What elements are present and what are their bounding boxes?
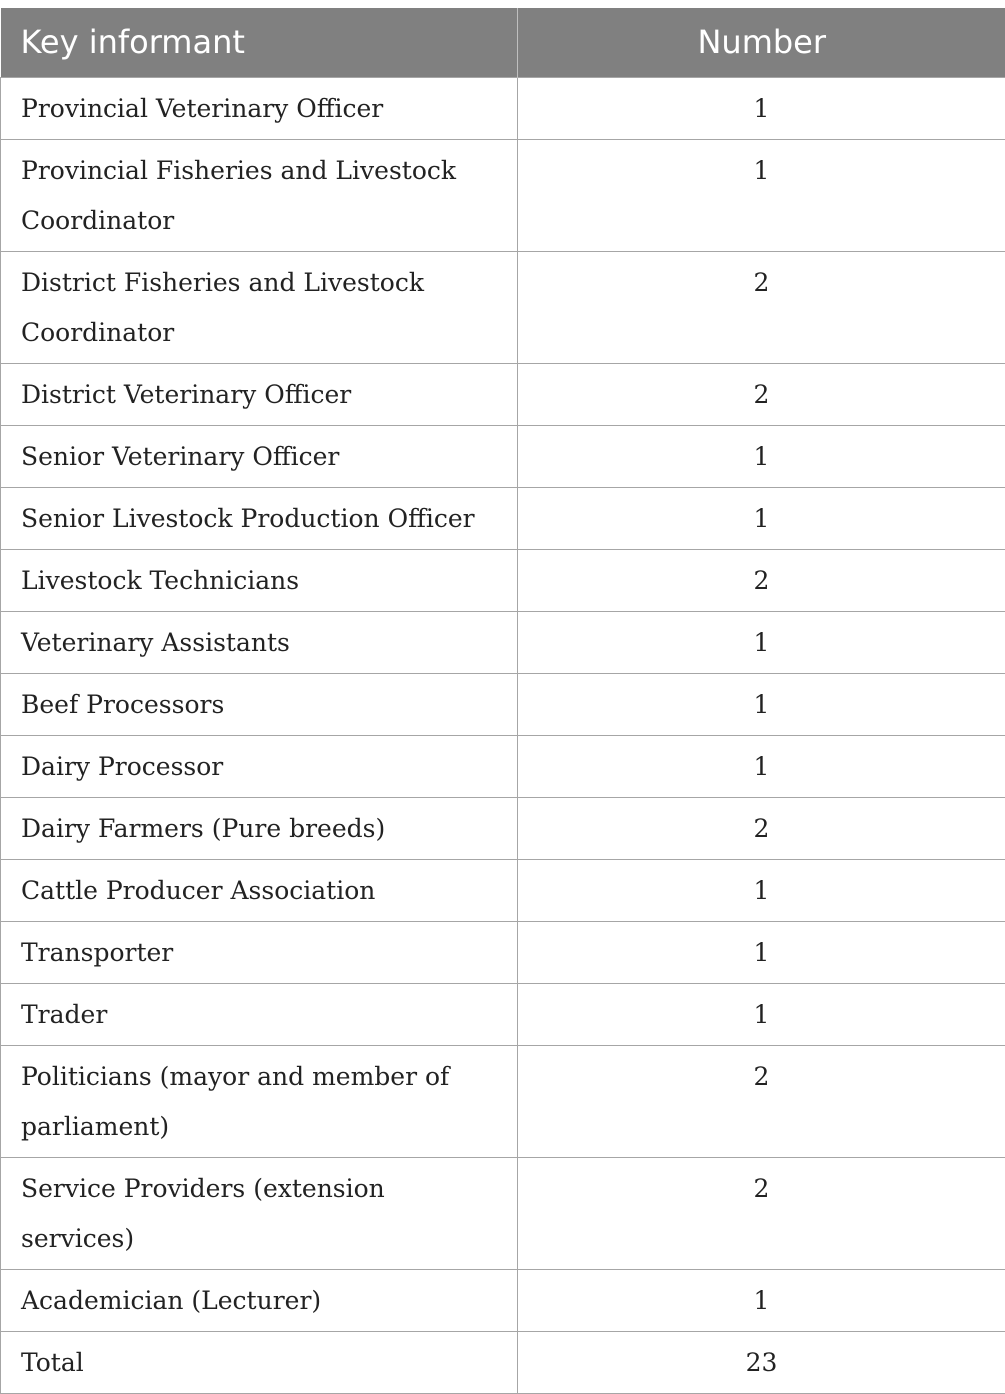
table-row (1, 487, 1005, 549)
table-row (1, 735, 1005, 797)
informant-cell: Politicians (mayor and member of parliament) (1, 1045, 518, 1157)
informant-cell: Livestock Technicians (1, 549, 518, 611)
header-key-informant: Key informant (1, 8, 518, 77)
table-row (1, 859, 1005, 921)
informant-cell: Veterinary Assistants (1, 611, 518, 673)
informant-cell: Provincial Fisheries and Livestock Coordinator (1, 139, 518, 251)
key-informant-table (0, 8, 1005, 1394)
informant-cell: Trader (1, 983, 518, 1045)
informant-cell: Provincial Veterinary Officer (1, 77, 518, 139)
number-cell: 1 (518, 673, 1005, 735)
informant-cell: Dairy Processor (1, 735, 518, 797)
informant-cell: District Fisheries and Livestock Coordinator (1, 251, 518, 363)
informant-cell: Senior Veterinary Officer (1, 425, 518, 487)
number-cell: 1 (518, 139, 1005, 251)
informant-cell: Transporter (1, 921, 518, 983)
informant-cell: Service Providers (extension services) (1, 1157, 518, 1269)
informant-cell: Academician (Lecturer) (1, 1269, 518, 1331)
table-row (1, 425, 1005, 487)
number-cell: 2 (518, 1045, 1005, 1157)
number-cell: 1 (518, 921, 1005, 983)
table-row (1, 921, 1005, 983)
table-row (1, 983, 1005, 1045)
table-row (1, 1157, 1005, 1269)
number-cell: 2 (518, 797, 1005, 859)
informant-cell: Beef Processors (1, 673, 518, 735)
number-cell: 2 (518, 549, 1005, 611)
total-label-cell: Total (1, 1331, 518, 1393)
informant-cell: Dairy Farmers (Pure breeds) (1, 797, 518, 859)
number-cell: 1 (518, 983, 1005, 1045)
table-row (1, 1045, 1005, 1157)
informant-cell: Senior Livestock Production Officer (1, 487, 518, 549)
table-row (1, 673, 1005, 735)
number-cell: 2 (518, 1157, 1005, 1269)
table-row (1, 77, 1005, 139)
table-row (1, 1269, 1005, 1331)
table-row (1, 611, 1005, 673)
number-cell: 1 (518, 487, 1005, 549)
informant-cell: Cattle Producer Association (1, 859, 518, 921)
number-cell: 1 (518, 77, 1005, 139)
number-cell: 2 (518, 251, 1005, 363)
number-cell: 2 (518, 363, 1005, 425)
table-row (1, 549, 1005, 611)
number-cell: 1 (518, 859, 1005, 921)
number-cell: 1 (518, 611, 1005, 673)
number-cell: 1 (518, 425, 1005, 487)
table-row (1, 363, 1005, 425)
total-value-cell: 23 (518, 1331, 1005, 1393)
table-row (1, 139, 1005, 251)
table-header-row (1, 8, 1005, 77)
header-number: Number (518, 8, 1005, 77)
informant-cell: District Veterinary Officer (1, 363, 518, 425)
table-row (1, 797, 1005, 859)
total-row (1, 1331, 1005, 1393)
number-cell: 1 (518, 735, 1005, 797)
table-row (1, 251, 1005, 363)
number-cell: 1 (518, 1269, 1005, 1331)
